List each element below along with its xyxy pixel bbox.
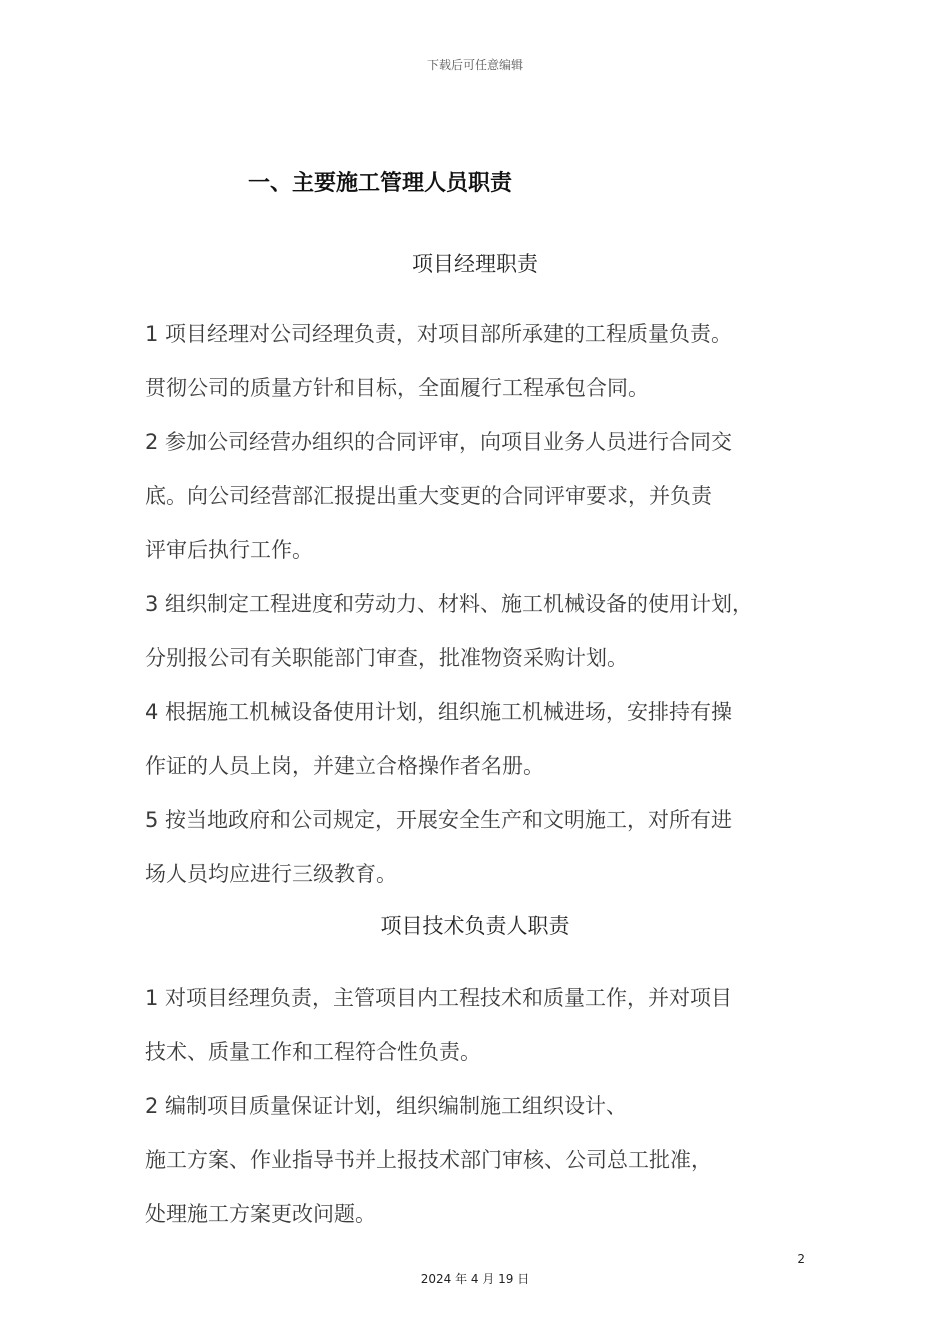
- pm-line: 作证的人员上岗，并建立合格操作者名册。: [145, 754, 544, 778]
- tech-lead-duties-title: 项目技术负责人职责: [380, 914, 570, 938]
- pm-line: 1 项目经理对公司经理负责，对项目部所承建的工程质量负责。: [145, 322, 733, 346]
- pm-line: 分别报公司有关职能部门审查，批准物资采购计划。: [145, 646, 628, 670]
- tech-line: 施工方案、作业指导书并上报技术部门审核、公司总工批准，: [145, 1148, 712, 1172]
- tech-line: 2 编制项目质量保证计划，组织编制施工组织设计、: [145, 1094, 628, 1118]
- pm-duties-title: 项目经理职责: [412, 252, 538, 276]
- pm-line: 评审后执行工作。: [145, 538, 313, 562]
- pm-line: 5 按当地政府和公司规定，开展安全生产和文明施工，对所有进: [145, 808, 733, 832]
- page-number: 2: [797, 1252, 805, 1266]
- pm-line: 底。向公司经营部汇报提出重大变更的合同评审要求，并负责: [145, 484, 712, 508]
- tech-line: 1 对项目经理负责，主管项目内工程技术和质量工作，并对项目: [145, 986, 733, 1010]
- tech-line: 技术、质量工作和工程符合性负责。: [145, 1040, 481, 1064]
- pm-line: 4 根据施工机械设备使用计划，组织施工机械进场，安排持有操: [145, 700, 733, 724]
- tech-line: 处理施工方案更改问题。: [145, 1202, 376, 1226]
- pm-line: 场人员均应进行三级教育。: [145, 862, 397, 886]
- pm-line: 贯彻公司的质量方针和目标，全面履行工程承包合同。: [145, 376, 649, 400]
- pm-line: 2 参加公司经营办组织的合同评审，向项目业务人员进行合同交: [145, 430, 733, 454]
- pm-line: 3 组织制定工程进度和劳动力、材料、施工机械设备的使用计划，: [145, 592, 754, 616]
- section-title: 一、主要施工管理人员职责: [248, 171, 513, 196]
- footer-date: 2024 年 4 月 19 日: [420, 1272, 530, 1286]
- header-note: 下载后可任意编辑: [426, 58, 523, 72]
